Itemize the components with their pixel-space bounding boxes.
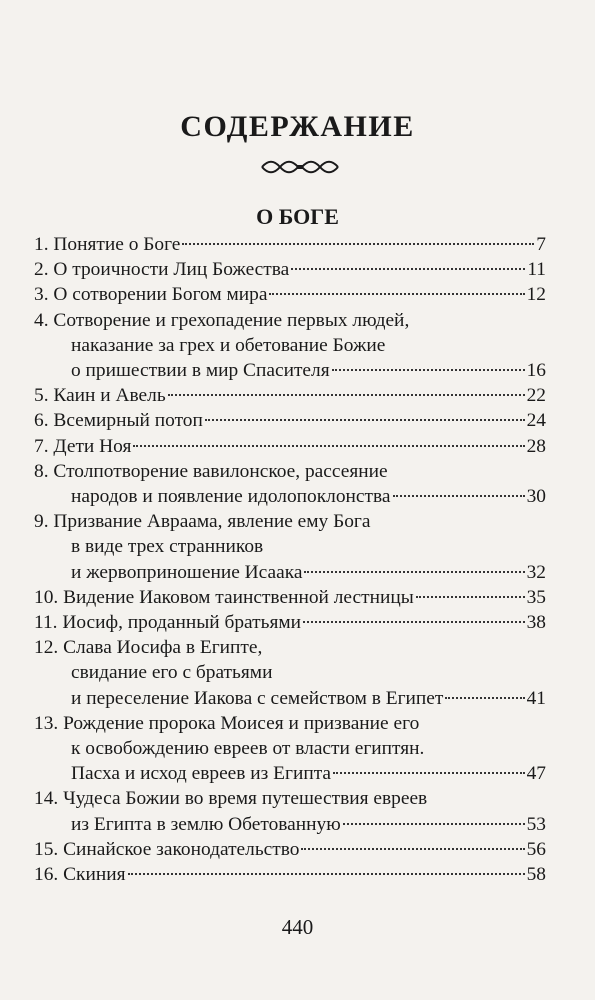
toc-entry-row bbox=[34, 862, 546, 887]
dot-leader bbox=[303, 621, 525, 623]
toc-entry-row bbox=[34, 560, 546, 585]
toc-entry-row bbox=[34, 761, 546, 786]
toc-page-number: 11 bbox=[527, 259, 546, 281]
toc-page-number: 35 bbox=[526, 586, 546, 608]
toc-page-number: 22 bbox=[526, 385, 546, 407]
toc-entry bbox=[34, 786, 546, 836]
toc-entry-text: 2. О троичности Лиц Божества bbox=[34, 259, 290, 281]
toc-page-number: 38 bbox=[526, 612, 546, 634]
toc-entry-text: 9. Призвание Авраама, явление ему Бога bbox=[34, 511, 371, 533]
toc-page-number: 53 bbox=[526, 813, 546, 835]
toc-entry-text: к освобождению евреев от власти египтян. bbox=[71, 738, 425, 760]
toc-entry-row bbox=[34, 232, 546, 257]
toc-entry-row bbox=[34, 383, 546, 408]
dot-leader bbox=[445, 697, 524, 699]
toc-entry-row bbox=[34, 484, 546, 509]
toc-entry bbox=[34, 257, 546, 282]
toc-page-number: 56 bbox=[526, 838, 546, 860]
toc-page-number: 32 bbox=[526, 561, 546, 583]
toc-page-number: 30 bbox=[526, 486, 546, 508]
toc-entry bbox=[34, 635, 546, 711]
toc-page-number: 16 bbox=[526, 360, 546, 382]
toc-entry-text: из Египта в землю Обетованную bbox=[71, 813, 341, 835]
toc-entry-text: 10. Видение Иаковом таинственной лестницы bbox=[34, 586, 414, 608]
dot-leader bbox=[333, 772, 525, 774]
toc-entry bbox=[34, 585, 546, 610]
toc-entry-text: 16. Скиния bbox=[34, 864, 126, 886]
toc-entry-text: 1. Понятие о Боге bbox=[34, 234, 181, 255]
dot-leader bbox=[128, 873, 525, 875]
dot-leader bbox=[133, 445, 524, 447]
toc-entry-row bbox=[34, 358, 546, 383]
ornament-divider-icon bbox=[260, 158, 340, 176]
toc-entry-row bbox=[34, 257, 546, 282]
page-title: СОДЕРЖАНИЕ bbox=[180, 110, 415, 143]
toc-page-number: 24 bbox=[526, 410, 546, 432]
toc-entry-row bbox=[34, 434, 546, 459]
toc-entry bbox=[34, 383, 546, 408]
dot-leader bbox=[343, 823, 525, 825]
toc-entry bbox=[34, 232, 546, 257]
toc-entry-row bbox=[34, 812, 546, 837]
dot-leader bbox=[205, 419, 525, 421]
dot-leader bbox=[304, 571, 524, 573]
toc-entry bbox=[34, 408, 546, 433]
dot-leader bbox=[332, 369, 525, 371]
toc-page-number: 28 bbox=[526, 435, 546, 457]
toc-entry bbox=[34, 837, 546, 862]
toc-entry-text: народов и появление идолопоклонства bbox=[71, 486, 391, 508]
toc-page-number: 41 bbox=[526, 687, 546, 709]
toc-entry bbox=[34, 711, 546, 787]
toc-entry-text: о пришествии в мир Спасителя bbox=[71, 360, 330, 382]
section-heading: О БОГЕ bbox=[256, 204, 339, 229]
toc-entry bbox=[34, 434, 546, 459]
toc-entry-text: 8. Столпотворение вавилонское, рассеяние bbox=[34, 460, 388, 482]
toc-entry-row bbox=[34, 282, 546, 307]
toc-entry-text: 15. Синайское законодательство bbox=[34, 838, 300, 860]
dot-leader bbox=[168, 394, 525, 396]
dot-leader bbox=[301, 848, 524, 850]
toc-entry-text: и переселение Иакова с семейством в Египет bbox=[71, 687, 444, 709]
toc-entry-text: в виде трех странников bbox=[71, 536, 264, 558]
toc-entry-text: 11. Иосиф, проданный братьями bbox=[34, 612, 302, 634]
dot-leader bbox=[291, 268, 525, 270]
toc-entry-text: свидание его с братьями bbox=[71, 662, 273, 684]
toc-entry-text: Пасха и исход евреев из Египта bbox=[71, 763, 332, 785]
toc-entry-text: 14. Чудеса Божии во время путешествия евреев bbox=[34, 788, 428, 810]
toc-entry-text: и жервоприношение Исаака bbox=[71, 561, 303, 583]
toc-entry-text: 6. Всемирный потоп bbox=[34, 410, 203, 432]
toc-entry bbox=[34, 308, 546, 384]
dot-leader bbox=[416, 596, 525, 598]
toc-entry-row bbox=[34, 837, 546, 862]
toc-entry-row bbox=[34, 610, 546, 635]
toc-page-number: 58 bbox=[526, 864, 546, 886]
toc-entry-text: 12. Слава Иосифа в Египте, bbox=[34, 637, 263, 659]
table-of-contents bbox=[34, 232, 546, 887]
toc-page-number: 7 bbox=[536, 234, 546, 255]
toc-entry bbox=[34, 862, 546, 887]
page-number: 440 bbox=[281, 915, 314, 939]
toc-page-number: 47 bbox=[526, 763, 546, 785]
toc-entry bbox=[34, 610, 546, 635]
toc-page-number: 12 bbox=[526, 284, 546, 306]
toc-entry-text: 7. Дети Ноя bbox=[34, 435, 132, 457]
toc-entry-text: наказание за грех и обетование Божие bbox=[71, 334, 386, 356]
toc-entry-row bbox=[34, 408, 546, 433]
toc-entry-row bbox=[34, 585, 546, 610]
toc-entry-text: 5. Каин и Авель bbox=[34, 385, 166, 407]
dot-leader bbox=[393, 495, 525, 497]
toc-entry bbox=[34, 459, 546, 509]
toc-entry-text: 3. О сотворении Богом мира bbox=[34, 284, 268, 306]
toc-entry bbox=[34, 282, 546, 307]
toc-entry-text: 4. Сотворение и грехопадение первых людей, bbox=[34, 309, 410, 331]
toc-entry bbox=[34, 509, 546, 585]
toc-entry-row bbox=[34, 686, 546, 711]
toc-entry-text: 13. Рождение пророка Моисея и призвание его bbox=[34, 712, 420, 734]
dot-leader bbox=[269, 293, 524, 295]
dot-leader bbox=[182, 243, 534, 245]
